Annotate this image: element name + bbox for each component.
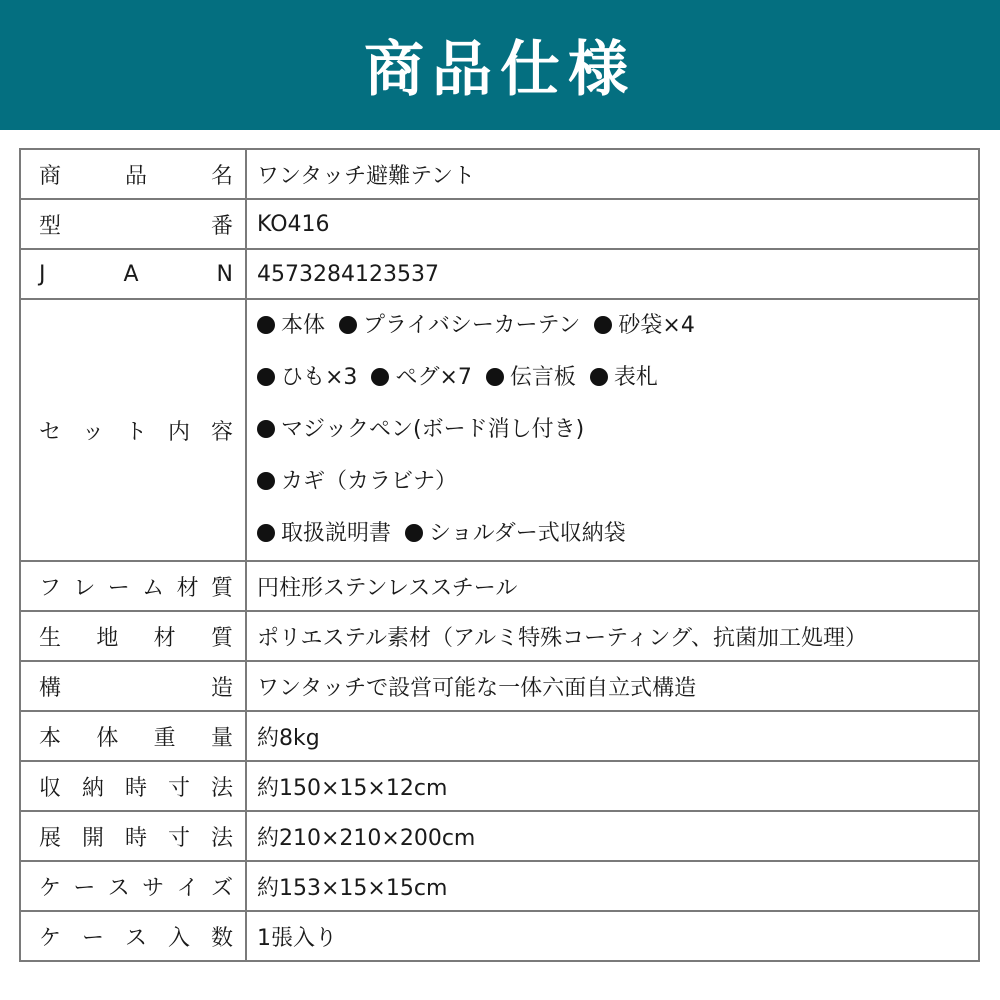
label-char: ッ	[81, 419, 104, 445]
bullet-icon	[371, 368, 389, 386]
set-item-label: 砂袋×4	[618, 313, 695, 338]
label-char: ス	[124, 925, 147, 951]
spec-row	[20, 761, 979, 811]
label-char: 容	[210, 419, 233, 445]
set-item	[405, 521, 626, 546]
spec-row	[20, 661, 979, 711]
spec-table	[19, 148, 980, 962]
label-char: 質	[210, 575, 233, 601]
label-char: 材	[176, 575, 199, 601]
spec-label	[20, 611, 246, 661]
page-title: 商品仕様	[364, 35, 636, 105]
label-char: サ	[142, 875, 165, 901]
set-item-label: 伝言板	[509, 365, 576, 390]
set-item	[371, 365, 471, 390]
spec-label	[20, 661, 246, 711]
label-char: 展	[39, 825, 62, 851]
label-char: フ	[39, 575, 62, 601]
spec-row	[20, 911, 979, 961]
bullet-icon	[257, 472, 275, 490]
label-char: 内	[167, 419, 190, 445]
set-contents-line	[257, 300, 978, 352]
spec-value: 約153×15×15cm	[246, 861, 979, 911]
spec-row	[20, 711, 979, 761]
label-char: 地	[96, 625, 119, 651]
set-item	[257, 313, 325, 338]
label-char: セ	[39, 419, 62, 445]
spec-label	[20, 149, 246, 199]
label-char: 名	[210, 163, 233, 189]
label-char: 材	[153, 625, 176, 651]
label-char: 納	[81, 775, 104, 801]
set-item-label: 取扱説明書	[281, 521, 392, 546]
spec-value: 約150×15×12cm	[246, 761, 979, 811]
bullet-icon	[405, 524, 423, 542]
label-char: 法	[210, 775, 233, 801]
label-char: ー	[107, 575, 130, 601]
bullet-icon	[257, 368, 275, 386]
spec-row	[20, 561, 979, 611]
label-char: ー	[81, 925, 104, 951]
spec-value: 約210×210×200cm	[246, 811, 979, 861]
label-char: 型	[39, 213, 62, 239]
label-char: イ	[176, 875, 199, 901]
label-char: 重	[153, 725, 176, 751]
set-item-label: ショルダー式収納袋	[429, 521, 626, 546]
set-item	[590, 365, 658, 390]
spec-row	[20, 299, 979, 561]
bullet-icon	[590, 368, 608, 386]
spec-row	[20, 199, 979, 249]
label-char: 商	[39, 163, 62, 189]
set-item	[257, 365, 357, 390]
spec-label	[20, 249, 246, 299]
label-char: 時	[124, 825, 147, 851]
header-banner	[0, 0, 1000, 130]
spec-label	[20, 711, 246, 761]
spec-label	[20, 911, 246, 961]
label-char: 寸	[167, 825, 190, 851]
spec-label	[20, 761, 246, 811]
spec-row	[20, 861, 979, 911]
label-char: ケ	[39, 875, 62, 901]
bullet-icon	[486, 368, 504, 386]
spec-row	[20, 811, 979, 861]
bullet-icon	[339, 316, 357, 334]
set-item-label: ひも×3	[281, 365, 358, 390]
label-char: 時	[124, 775, 147, 801]
bullet-icon	[257, 316, 275, 334]
label-char: 造	[210, 675, 233, 701]
label-char: 質	[210, 625, 233, 651]
label-char: レ	[73, 575, 96, 601]
spec-value: ワンタッチで設営可能な一体六面自立式構造	[246, 661, 979, 711]
label-char: 数	[210, 925, 233, 951]
label-char: ト	[124, 419, 147, 445]
spec-label	[20, 299, 246, 561]
spec-value: 約8kg	[246, 711, 979, 761]
label-char: 法	[210, 825, 233, 851]
label-char: 本	[39, 725, 62, 751]
set-item-label: ペグ×7	[395, 365, 472, 390]
set-item	[257, 469, 457, 494]
set-item-label: 本体	[281, 313, 326, 338]
set-item	[339, 313, 580, 338]
label-char: 体	[96, 725, 119, 751]
set-item-label: カギ（カラビナ）	[281, 469, 458, 494]
label-char: 番	[210, 213, 233, 239]
spec-value: 円柱形ステンレススチール	[246, 561, 979, 611]
spec-row	[20, 149, 979, 199]
set-item	[486, 365, 576, 390]
spec-label	[20, 861, 246, 911]
set-item	[257, 417, 584, 442]
bullet-icon	[257, 524, 275, 542]
set-item	[594, 313, 694, 338]
spec-value: KO416	[246, 199, 979, 249]
bullet-icon	[257, 420, 275, 438]
set-contents-line	[257, 508, 978, 560]
set-contents-line	[257, 456, 978, 508]
spec-label	[20, 199, 246, 249]
label-char: 入	[167, 925, 190, 951]
label-char: 生	[39, 625, 62, 651]
label-char: 収	[39, 775, 62, 801]
spec-row	[20, 249, 979, 299]
set-item-label: プライバシーカーテン	[363, 313, 581, 338]
label-char: J	[39, 261, 46, 287]
set-item	[257, 521, 391, 546]
label-char: 開	[81, 825, 104, 851]
spec-value: ポリエステル素材（アルミ特殊コーティング、抗菌加工処理）	[246, 611, 979, 661]
set-item-label: 表札	[613, 365, 658, 390]
spec-value: 4573284123537	[246, 249, 979, 299]
label-char: ー	[73, 875, 96, 901]
label-char: ム	[142, 575, 165, 601]
set-item-label: マジックペン(ボード消し付き)	[281, 417, 585, 442]
label-char: ズ	[210, 875, 233, 901]
set-contents-line	[257, 352, 978, 404]
spec-value: ワンタッチ避難テント	[246, 149, 979, 199]
set-contents-list	[246, 299, 979, 561]
bullet-icon	[594, 316, 612, 334]
spec-value: 1張入り	[246, 911, 979, 961]
set-contents-line	[257, 404, 978, 456]
label-char: 量	[210, 725, 233, 751]
label-char: A	[123, 261, 139, 287]
spec-row	[20, 611, 979, 661]
spec-label	[20, 561, 246, 611]
label-char: N	[216, 261, 233, 287]
label-char: ス	[107, 875, 130, 901]
label-char: 品	[124, 163, 147, 189]
spec-label	[20, 811, 246, 861]
label-char: 寸	[167, 775, 190, 801]
label-char: 構	[39, 675, 62, 701]
label-char: ケ	[39, 925, 62, 951]
